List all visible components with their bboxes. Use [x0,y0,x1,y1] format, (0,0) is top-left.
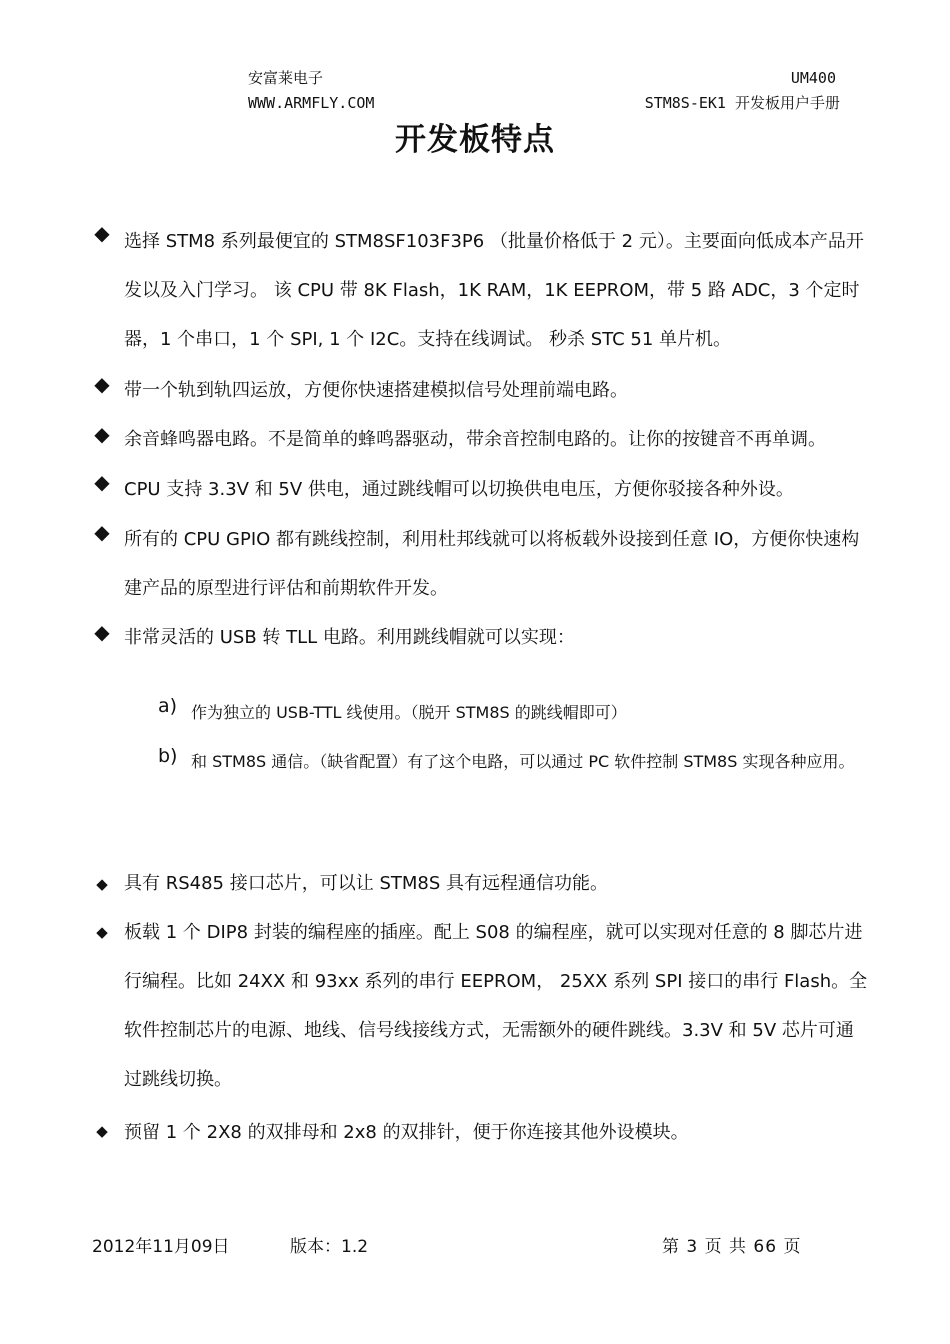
website: WWW.ARMFLY.COM [248,94,375,112]
feature-item: 非常灵活的 USB 转 TLL 电路。利用跳线帽就可以实现： [124,627,575,648]
sub-item-marker: b) [158,745,178,767]
feature-item: 选择 STM8 系列最便宜的 STM8SF103F3P6 （批量价格低于 2 元）。主要面向低成本产品开发以及入门学习。 该 CPU 带 8K Flash，1K RAM，1K EEPROM，带 5 路 ADC，3 个定时器，1 个串口，1 个 SPI, 1 个 I2C。支持在线调试。 秒杀 STC 51 单片机。 [124,231,864,350]
bullet-icon: ◆ [94,221,110,245]
company-name: 安富莱电子 [248,69,324,87]
footer-date: 2012年11月09日 [92,1237,230,1257]
sub-item-marker: a) [158,695,178,717]
bullet-icon: ◆ [94,422,110,446]
feature-item: 所有的 CPU GPIO 都有跳线控制，利用杜邦线就可以将板载外设接到任意 IO，方便你快速构建产品的原型进行评估和前期软件开发。 [124,529,860,599]
footer-version: 版本：1.2 [290,1237,369,1257]
feature-item: 具有 RS485 接口芯片，可以让 STM8S 具有远程通信功能。 [124,873,609,894]
feature-item: 余音蜂鸣器电路。不是简单的蜂鸣器驱动，带余音控制电路的。让你的按键音不再单调。 [124,429,826,450]
bullet-icon: ◆ [94,520,110,544]
bullet-icon: ◆ [94,470,110,494]
page-title: 开发板特点 [395,122,555,158]
bullet-icon: ◆ [94,620,110,644]
bullet-icon: ◆ [96,875,108,893]
document-name: STM8S-EK1 开发板用户手册 [644,94,840,112]
bullet-icon: ◆ [96,923,108,941]
feature-item: 板载 1 个 DIP8 封装的编程座的插座。配上 S08 的编程座，就可以实现对任意的 8 脚芯片进行编程。比如 24XX 和 93xx 系列的串行 EEPROM， 25XX 系列 SPI 接口的串行 Flash。全软件控制芯片的电源、地线、信号线接线方式，无需额外的硬件跳线。3.3V 和 5V 芯片可通过跳线切换。 [124,922,868,1090]
sub-item-text: 和 STM8S 通信。（缺省配置）有了这个电路，可以通过 PC 软件控制 STM8S 实现各种应用。 [191,752,855,771]
sub-item-text: 作为独立的 USB-TTL 线使用。（脱开 STM8S 的跳线帽即可） [191,703,627,722]
bullet-icon: ◆ [96,1122,108,1140]
document-code: UM400 [790,69,836,87]
feature-item: CPU 支持 3.3V 和 5V 供电，通过跳线帽可以切换供电电压，方便你驳接各种外设。 [124,479,794,500]
footer-page-number: 第 3 页 共 66 页 [662,1237,802,1257]
feature-item: 预留 1 个 2X8 的双排母和 2x8 的双排针，便于你连接其他外设模块。 [124,1122,689,1143]
bullet-icon: ◆ [94,372,110,396]
feature-item: 带一个轨到轨四运放，方便你快速搭建模拟信号处理前端电路。 [124,380,628,401]
